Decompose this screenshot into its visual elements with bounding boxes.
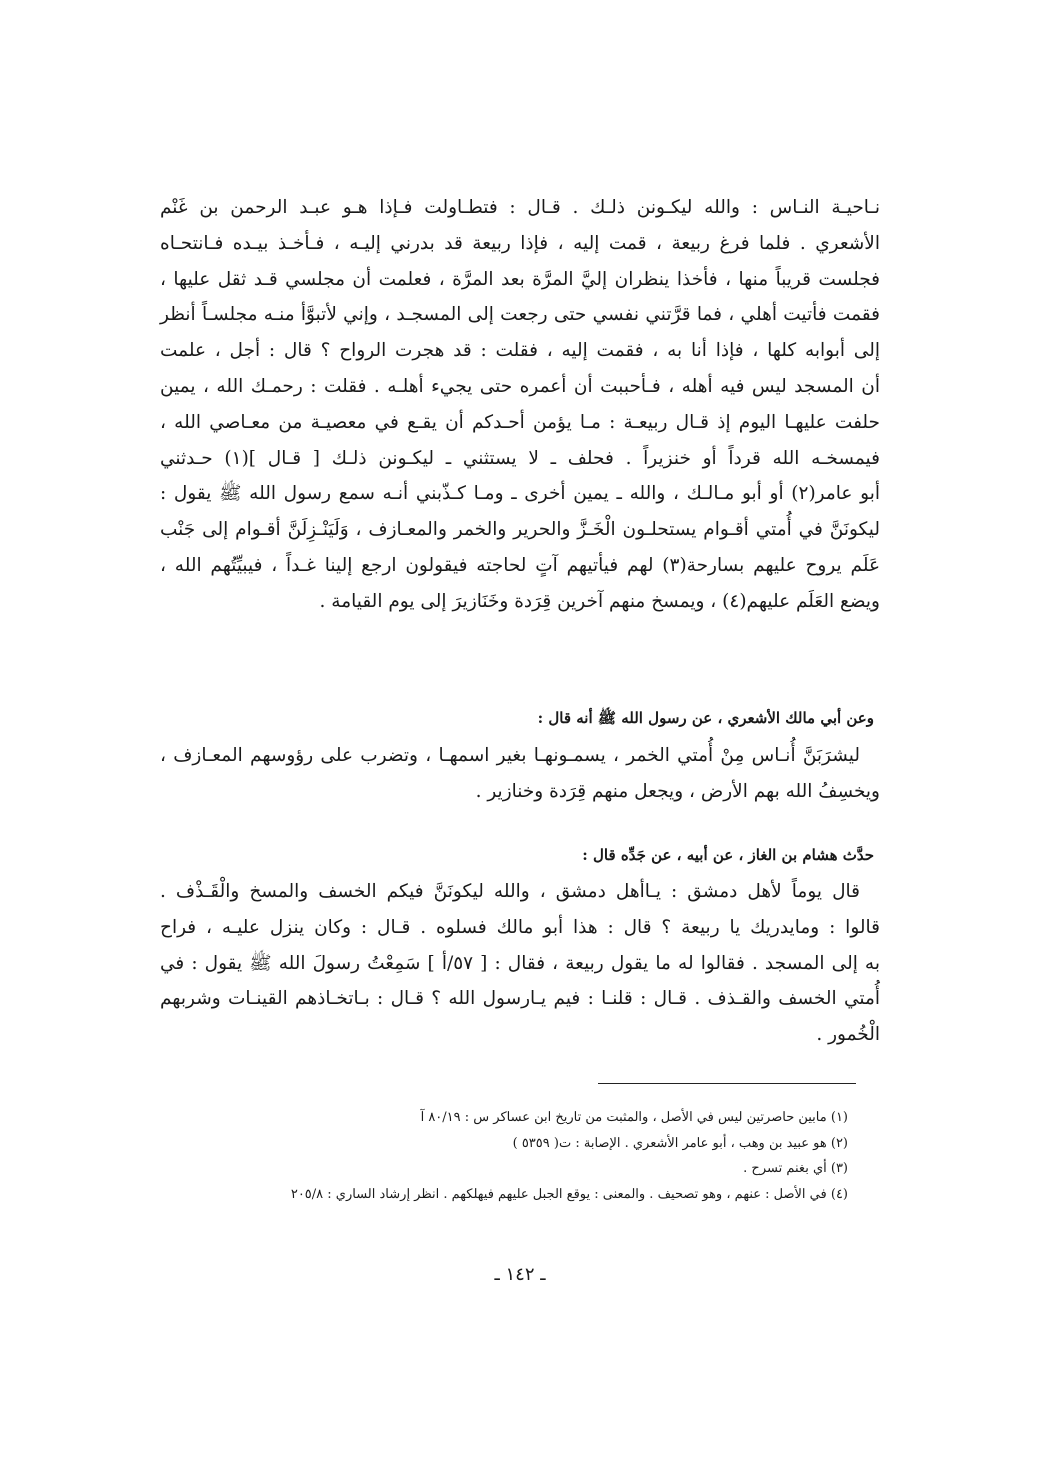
text-line: حلفت عليهـا اليوم إذ قـال ربيعـة : مـا يؤمن أحـدكم أن يقـع في معصيـة من معـاصي الله ،: [160, 411, 880, 433]
page-number: ـ ١٤٢ ـ: [494, 1264, 546, 1285]
text-line: فقمت فأتيت أهلي ، فما قرَّتني نفسي حتى رجعت إلى المسجـد ، وإني لأتبوَّأ منـه مجلسـاً أنظر: [160, 304, 880, 326]
footnote: (١) مابين حاصرتين ليس في الأصل ، والمثبت من تاريخ ابن عساكر س : ٨٠/١٩ آ: [420, 1110, 848, 1125]
section-heading: وعن أبي مالك الأشعري ، عن رسول الله ﷺ أنه قال :: [537, 709, 874, 727]
text-line: الأشعري . فلما فرغ ربيعة ، قمت إليه ، فإذا ربيعة قد بدرني إليـه ، فـأخـذ بيـده فـانتحـاه: [160, 232, 880, 254]
section-heading: حدَّث هشام بن الغاز ، عن أبيه ، عن جَدِّه قال :: [582, 846, 874, 864]
text-line: إلى أبوابه كلها ، فإذا أنا به ، فقمت إليه ، فقلت : قد هجرت الرواح ؟ قال : أجل ، علمت: [160, 340, 880, 362]
text-line: فيمسخـه الله قرداً أو خنزيراً . فحلف ـ لا يستثني ـ ليكـونن ذلـك [ قـال ](١) حـدثني: [160, 447, 880, 469]
text-line: فجلست قريباً منها ، فأخذا ينظران إليَّ المرَّة بعد المرَّة ، فعلمت أن مجلسي قـد ثقل عليها ،: [160, 268, 880, 290]
main-paragraph: [160, 190, 880, 620]
text-line: قالوا : ومايدريك يا ربيعة ؟ قال : هذا أبو مالك فسلوه . قـال : وكان ينزل عليـه ، فراح: [160, 916, 880, 938]
hadith-text: [160, 874, 880, 1053]
text-line: عَلَم يروح عليهم بسارحة(٣) لهم فيأتيهم آتٍ لحاجته فيقولون ارجع إلينا غـداً ، فيبيِّتُهم الله ،: [160, 554, 880, 576]
text-line: ليشرَبَنَّ أُنـاس مِنْ أُمتي الخمر ، يسمـونهـا بغير اسمهـا ، وتضرب على رؤوسهم المعـازف ،: [160, 745, 860, 766]
footnote: (٢) هو عبيد بن وهب ، أبو عامر الأشعري . الإصابة : ت( ٥٣٥٩ ): [512, 1135, 848, 1151]
text-line: قال يوماً لأهل دمشق : يـاأهل دمشق ، والله ليكونَنَّ فيكم الخسف والمسخ والْقَـذْف .: [160, 881, 860, 902]
text-line: ويضع العَلَم عليهم(٤) ، ويمسخ منهم آخرين قِرَدة وخَنَازيرَ إلى يوم القيامة .: [319, 590, 880, 612]
text-line: أن المسجد ليس فيه أهله ، فـأحببت أن أعمره حتى يجيء أهلـه . فقلت : رحمـك الله ، يمين: [160, 375, 880, 397]
text-line: أبو عامر(٢) أو أبو مـالـك ، والله ـ يمين أخرى ـ ومـا كـذّبني أنـه سمع رسول الله ﷺ يقول :: [160, 483, 880, 505]
text-line: به إلى المسجد . فقالوا له ما يقول ربيعة ، فقال : [ ٥٧/أ ] سَمِعْتُ رسولَ الله ﷺ يقول : في: [160, 952, 880, 974]
text-line: الْخُمور .: [816, 1024, 880, 1046]
text-line: ليكونَنَّ في أُمتي أقـوام يستحلـون الْخَـزَّ والحرير والخمر والمعـازف ، وَلَيَنْـزِلَنَّ أقـوام إلى جَنْب: [160, 519, 880, 541]
footnote: (٣) أي بغنم تسرح .: [743, 1161, 848, 1176]
footnote-divider: [598, 1083, 856, 1084]
text-line: أُمتي الخسف والقـذف . قـال : قلنـا : فيم يـارسول الله ؟ قـال : بـاتخـاذهم القينـات وشربهم: [160, 988, 880, 1010]
footnotes: [160, 1105, 860, 1207]
text-line: نـاحيـة النـاس : والله ليكـونن ذلـك . قـال : فتطـاولت فـإذا هـو عبـد الرحمن بن غَنْم: [160, 197, 880, 218]
text-line: ويخسِفُ الله بهم الأرض ، ويجعل منهم قِرَدة وخنازير .: [475, 780, 880, 802]
hadith-text: [160, 738, 880, 810]
footnote: (٤) في الأصل : عنهم ، وهو تصحيف . والمعنى : يوقع الجبل عليهم فيهلكهم . انظر إرشاد الساري : ٢٠٥/٨: [290, 1186, 848, 1202]
